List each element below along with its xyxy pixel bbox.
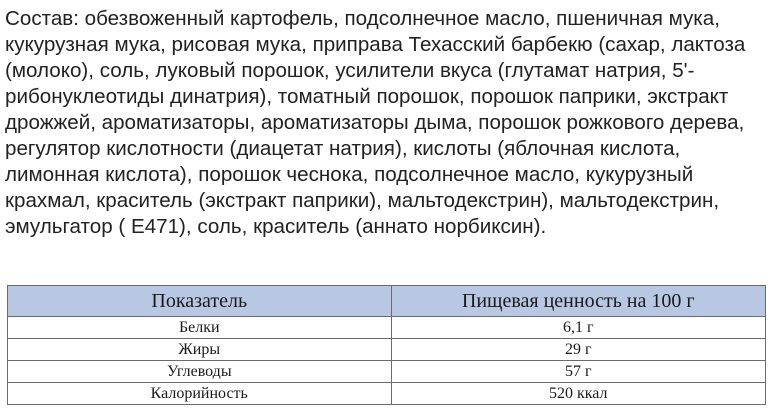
column-header-value: Пищевая ценность на 100 г bbox=[391, 286, 765, 317]
row-name-cell: Углеводы bbox=[8, 361, 392, 383]
row-value-cell: 29 г bbox=[391, 339, 765, 361]
composition-text: Состав: обезвоженный картофель, подсолнечное масло, пшеничная мука, кукурузная мука, рисовая мука, приправа Техасский барбекю (сахар, лактоза (молоко), соль, луковый порошок, усилители вкуса (глутамат натрия, 5'-рибонуклеотиды динатрия), томатный порошок, порошок паприки, экстракт дрожжей, ароматизаторы, ароматизаторы дыма, порошок рожкового дерева, регулятор кислотности (диацетат натрия), кислоты (яблочная кислота, лимонная кислота), порошок чеснока, подсолнечное масло, кукурузный крахмал, краситель (экстракт паприки), мальтодекстрин), мальтодекстрин, эмульгатор ( Е471), соль, краситель (аннато норбиксин). bbox=[5, 7, 746, 238]
row-value-cell: 520 ккал bbox=[391, 383, 765, 405]
table-header-row bbox=[8, 286, 766, 317]
row-value-cell: 57 г bbox=[391, 361, 765, 383]
table-row bbox=[8, 317, 766, 339]
row-value-cell: 6,1 г bbox=[391, 317, 765, 339]
table-row bbox=[8, 361, 766, 383]
table-row bbox=[8, 383, 766, 405]
row-name-cell: Жиры bbox=[8, 339, 392, 361]
table-row bbox=[8, 339, 766, 361]
row-name-cell: Белки bbox=[8, 317, 392, 339]
column-header-name: Показатель bbox=[8, 286, 392, 317]
row-name-cell: Калорийность bbox=[8, 383, 392, 405]
nutrition-table bbox=[7, 285, 766, 405]
